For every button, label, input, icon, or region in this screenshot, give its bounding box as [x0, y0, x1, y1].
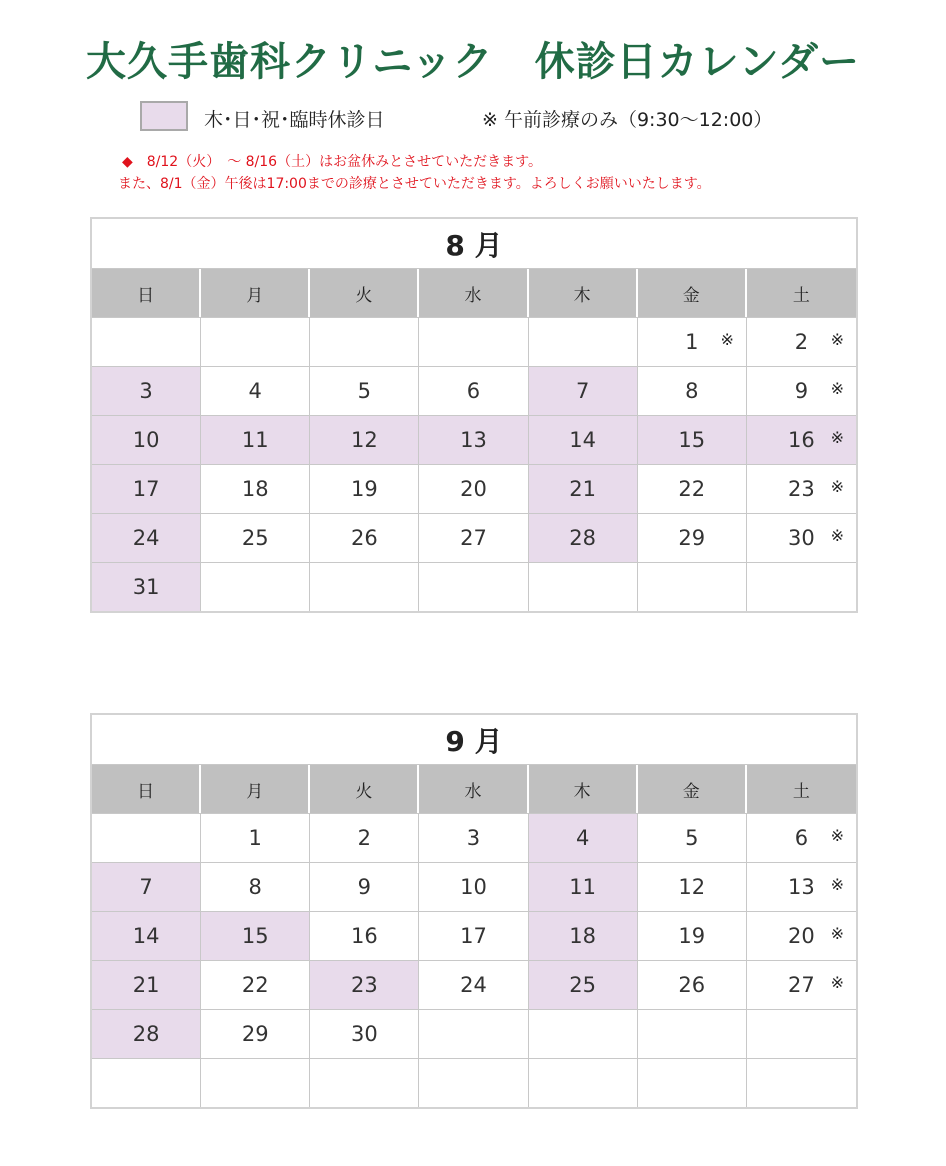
- morning-only-mark: ※: [720, 330, 734, 349]
- day-number: 17: [132, 477, 160, 501]
- day-number: 25: [241, 526, 269, 550]
- day-number: 3: [139, 379, 153, 403]
- day-cell: [419, 464, 528, 513]
- closed-day-cell: [529, 513, 638, 562]
- day-cell: [201, 317, 310, 366]
- day-cell: [747, 513, 856, 562]
- morning-only-mark: ※: [830, 330, 844, 349]
- day-number: 4: [575, 826, 590, 850]
- weekday-label: 金: [638, 269, 747, 317]
- weekday-label: 金: [638, 765, 747, 813]
- weekday-label: 木: [529, 269, 638, 317]
- day-number: 25: [569, 973, 596, 997]
- day-cell: [310, 862, 419, 911]
- weekday-label: 月: [201, 269, 310, 317]
- day-number: 6: [466, 379, 481, 403]
- day-number: 23: [788, 477, 815, 501]
- day-cell: [310, 1058, 419, 1107]
- month-title: 8 月: [92, 219, 856, 269]
- day-number: 8: [248, 875, 262, 899]
- day-cell: [201, 464, 310, 513]
- day-cell: [419, 1009, 528, 1058]
- day-number: 28: [132, 1022, 160, 1046]
- legend-closed-label: 木･日･祝･臨時休診日: [204, 109, 385, 131]
- closed-day-cell: [529, 813, 638, 862]
- day-number: 1: [248, 826, 262, 850]
- day-cell: [419, 317, 528, 366]
- day-number: 19: [350, 477, 378, 501]
- day-number: 24: [460, 973, 487, 997]
- day-cell: [310, 1009, 419, 1058]
- closed-day-cell: [529, 415, 638, 464]
- closed-day-cell: [92, 513, 201, 562]
- day-cell: [92, 317, 201, 366]
- day-cell: [419, 813, 528, 862]
- day-cell: [747, 960, 856, 1009]
- day-cell: [638, 562, 747, 611]
- day-number: 1: [685, 330, 699, 354]
- day-cell: [747, 813, 856, 862]
- day-cell: [419, 366, 528, 415]
- day-number: 18: [241, 477, 269, 501]
- day-cell: [310, 464, 419, 513]
- day-number: 20: [788, 924, 815, 948]
- day-cell: [201, 1058, 310, 1107]
- day-number: 31: [132, 575, 160, 599]
- day-cell: [419, 1058, 528, 1107]
- weekday-header: [92, 765, 856, 813]
- day-number: 2: [794, 330, 809, 354]
- weekday-label: 土: [747, 269, 856, 317]
- day-cell: [747, 366, 856, 415]
- day-number: 9: [794, 379, 809, 403]
- day-cell: [419, 911, 528, 960]
- closed-day-cell: [92, 960, 201, 1009]
- legend-morning-note: ※ 午前診療のみ（9:30～12:00）: [482, 109, 773, 131]
- day-cell: [201, 562, 310, 611]
- day-cell: [638, 911, 747, 960]
- day-number: 11: [569, 875, 596, 899]
- day-cell: [747, 1009, 856, 1058]
- day-cell: [638, 513, 747, 562]
- day-number: 10: [460, 875, 487, 899]
- day-cell: [310, 562, 419, 611]
- weekday-label: 火: [310, 765, 419, 813]
- day-cell: [419, 862, 528, 911]
- notice-obon: ◆ 8/12（火） ～ 8/16（土）はお盆休みとさせていただきます。: [122, 154, 542, 170]
- day-number: 12: [350, 428, 378, 452]
- day-number: 16: [350, 924, 378, 948]
- weekday-label: 土: [747, 765, 856, 813]
- weekday-label: 水: [419, 269, 528, 317]
- day-number: 23: [350, 973, 378, 997]
- morning-only-mark: ※: [830, 973, 844, 992]
- day-number: 21: [569, 477, 596, 501]
- day-cell: [747, 464, 856, 513]
- morning-only-mark: ※: [830, 924, 844, 943]
- legend-closed-swatch: [140, 101, 188, 131]
- day-cell: [638, 862, 747, 911]
- day-cell: [92, 813, 201, 862]
- day-cell: [638, 813, 747, 862]
- day-number: 4: [248, 379, 262, 403]
- day-cell: [747, 562, 856, 611]
- closed-day-cell: [310, 960, 419, 1009]
- day-number: 29: [678, 526, 706, 550]
- page-title: 大久手歯科クリニック 休診日カレンダー: [86, 39, 860, 85]
- calendar-september: [90, 713, 858, 1109]
- morning-only-mark: ※: [830, 477, 844, 496]
- month-title: 9 月: [92, 715, 856, 765]
- day-number: 7: [575, 379, 590, 403]
- day-grid: [92, 317, 856, 611]
- day-number: 27: [460, 526, 487, 550]
- day-cell: [201, 366, 310, 415]
- day-cell: [638, 1009, 747, 1058]
- day-number: 11: [241, 428, 269, 452]
- weekday-label: 日: [92, 765, 201, 813]
- day-cell: [201, 862, 310, 911]
- weekday-label: 月: [201, 765, 310, 813]
- day-number: 13: [460, 428, 487, 452]
- closed-day-cell: [92, 415, 201, 464]
- morning-only-mark: ※: [830, 826, 844, 845]
- day-cell: [310, 813, 419, 862]
- day-number: 17: [460, 924, 487, 948]
- weekday-label: 木: [529, 765, 638, 813]
- morning-only-mark: ※: [830, 428, 844, 447]
- weekday-label: 水: [419, 765, 528, 813]
- day-number: 27: [788, 973, 815, 997]
- closed-day-cell: [529, 960, 638, 1009]
- day-number: 8: [685, 379, 699, 403]
- closed-day-cell: [92, 464, 201, 513]
- closed-day-cell: [529, 464, 638, 513]
- closed-day-cell: [201, 415, 310, 464]
- closed-day-cell: [92, 366, 201, 415]
- day-number: 13: [788, 875, 815, 899]
- day-cell: [201, 1009, 310, 1058]
- closed-day-cell: [92, 911, 201, 960]
- day-cell: [529, 317, 638, 366]
- day-cell: [310, 317, 419, 366]
- day-grid: [92, 813, 856, 1107]
- day-cell: [747, 911, 856, 960]
- day-cell: [638, 1058, 747, 1107]
- day-number: 24: [132, 526, 160, 550]
- closed-day-cell: [529, 366, 638, 415]
- calendar-august: [90, 217, 858, 613]
- day-cell: [310, 911, 419, 960]
- day-number: 30: [350, 1022, 378, 1046]
- day-number: 26: [678, 973, 706, 997]
- day-cell: [747, 1058, 856, 1107]
- closed-day-cell: [638, 415, 747, 464]
- day-number: 22: [241, 973, 269, 997]
- day-number: 12: [678, 875, 706, 899]
- day-number: 22: [678, 477, 706, 501]
- day-number: 19: [678, 924, 706, 948]
- day-number: 9: [357, 875, 372, 899]
- day-cell: [638, 464, 747, 513]
- day-number: 29: [241, 1022, 269, 1046]
- day-cell: [92, 1058, 201, 1107]
- day-cell: [747, 862, 856, 911]
- day-cell: [638, 317, 747, 366]
- day-number: 15: [678, 428, 706, 452]
- day-number: 3: [466, 826, 481, 850]
- day-number: 21: [132, 973, 160, 997]
- day-number: 26: [350, 526, 378, 550]
- weekday-label: 日: [92, 269, 201, 317]
- morning-only-mark: ※: [830, 379, 844, 398]
- closed-day-cell: [310, 415, 419, 464]
- day-cell: [201, 513, 310, 562]
- day-cell: [310, 366, 419, 415]
- weekday-label: 火: [310, 269, 419, 317]
- morning-only-mark: ※: [830, 526, 844, 545]
- day-number: 28: [569, 526, 596, 550]
- day-cell: [201, 813, 310, 862]
- day-number: 18: [569, 924, 596, 948]
- day-number: 2: [357, 826, 372, 850]
- day-number: 6: [794, 826, 809, 850]
- closed-day-cell: [92, 862, 201, 911]
- closed-day-cell: [529, 911, 638, 960]
- closed-day-cell: [92, 562, 201, 611]
- day-number: 15: [241, 924, 269, 948]
- closed-day-cell: [419, 415, 528, 464]
- day-number: 30: [788, 526, 815, 550]
- day-number: 14: [132, 924, 160, 948]
- day-number: 10: [132, 428, 160, 452]
- day-number: 7: [139, 875, 153, 899]
- day-number: 5: [357, 379, 372, 403]
- day-cell: [529, 562, 638, 611]
- day-cell: [638, 960, 747, 1009]
- day-cell: [747, 317, 856, 366]
- closed-day-cell: [747, 415, 856, 464]
- day-cell: [419, 960, 528, 1009]
- day-cell: [201, 960, 310, 1009]
- closed-day-cell: [529, 862, 638, 911]
- closed-day-cell: [201, 911, 310, 960]
- day-cell: [529, 1009, 638, 1058]
- day-cell: [310, 513, 419, 562]
- day-number: 5: [685, 826, 699, 850]
- day-number: 20: [460, 477, 487, 501]
- day-number: 16: [788, 428, 815, 452]
- notice-aug1: また、8/1（金）午後は17:00までの診療とさせていただきます。よろしくお願いいたします。: [118, 176, 711, 192]
- closed-day-cell: [92, 1009, 201, 1058]
- day-cell: [419, 513, 528, 562]
- morning-only-mark: ※: [830, 875, 844, 894]
- weekday-header: [92, 269, 856, 317]
- day-cell: [529, 1058, 638, 1107]
- day-cell: [419, 562, 528, 611]
- day-cell: [638, 366, 747, 415]
- day-number: 14: [569, 428, 596, 452]
